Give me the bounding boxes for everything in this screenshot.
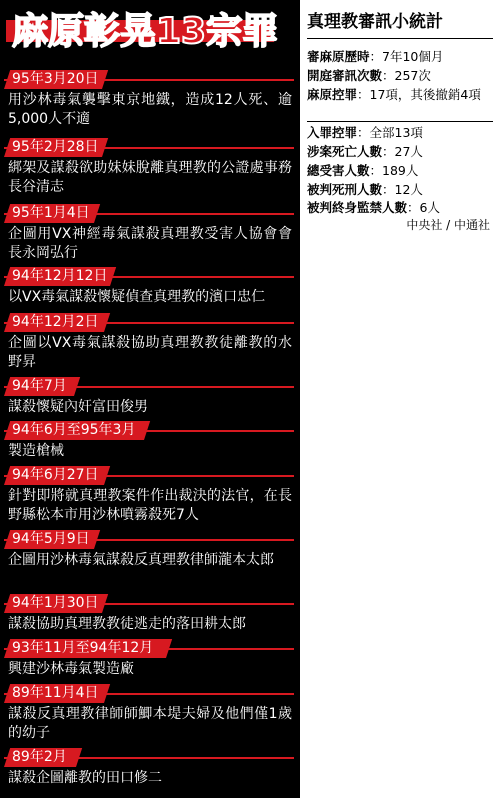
stat-label: 審麻原歷時: [307, 49, 370, 64]
entry-date: 95年2月28日: [12, 139, 99, 155]
entry-date: 94年6月至95年3月: [12, 422, 136, 438]
date-bar: [4, 748, 294, 767]
entry-description: 興建沙林毒氣製造廠: [8, 661, 134, 677]
stat-value: ：27人: [382, 144, 423, 159]
entry-date: 95年1月4日: [12, 205, 90, 221]
entry-date: 89年11月4日: [12, 685, 99, 701]
date-bar: [4, 138, 294, 157]
date-bar: [4, 204, 294, 223]
date-bar: [4, 594, 294, 613]
date-bar: [4, 70, 294, 89]
source-credit: 中央社 / 中通社: [406, 218, 490, 232]
stat-row: [307, 198, 493, 217]
stat-row: [307, 66, 493, 85]
date-bar: [4, 684, 294, 703]
entry-date: 94年12月2日: [12, 314, 99, 330]
stat-value: ：17項，其後撤銷4項: [357, 87, 481, 102]
entry-description: 製造槍械: [8, 443, 64, 459]
entry-date: 94年1月30日: [12, 595, 99, 611]
date-bar: [4, 377, 294, 396]
entry-date: 93年11月至94年12月: [12, 640, 154, 656]
entry-date: 94年7月: [12, 378, 67, 394]
stat-value: ：6人: [407, 200, 440, 215]
stat-value: ：12人: [382, 182, 423, 197]
entry-description: 謀殺協助真理教教徒逃走的落田耕太郎: [8, 616, 246, 632]
stats-panel: [305, 0, 500, 798]
stat-value: ：257次: [382, 68, 431, 83]
stat-row: [307, 161, 493, 180]
entry-description: 謀殺懷疑內奸富田俊男: [8, 399, 148, 415]
stat-row: [307, 123, 493, 142]
stat-row: [307, 180, 493, 199]
entry-date: 94年6月27日: [12, 467, 99, 483]
stat-label: 被判死刑人數: [307, 182, 383, 197]
entry-date: 94年5月9日: [12, 531, 90, 547]
stat-label: 開庭審訊次數: [307, 68, 383, 83]
divider: [307, 38, 493, 39]
date-bar: [4, 466, 294, 485]
entry-description: 用沙林毒氣襲擊東京地鐵，造成12人死、逾5,000人不適: [8, 92, 292, 127]
entry-description: 綁架及謀殺欲助妹妹脫離真理教的公證處事務長谷清志: [8, 160, 292, 195]
date-bar: [4, 267, 294, 286]
stat-value: ：189人: [369, 163, 419, 178]
date-bar: [4, 639, 294, 658]
entry-description: 企圖用沙林毒氣謀殺反真理教律師瀧本太郎: [8, 552, 274, 568]
headline-banner: [6, 8, 279, 56]
entry-description: 企圖用VX神經毒氣謀殺真理教受害人協會會長永岡弘行: [8, 226, 292, 261]
stat-label: 涉案死亡人數: [307, 144, 383, 159]
stat-label: 麻原控罪: [307, 87, 358, 102]
stat-label: 總受害人數: [307, 163, 370, 178]
divider: [307, 121, 493, 122]
stat-row: [307, 142, 493, 161]
entry-description: 謀殺反真理教律師師鯽本堤夫婦及他們僅1歲的幼子: [8, 706, 292, 741]
entry-description: 針對即將就真理教案件作出裁決的法官，在長野縣松本市用沙林噴霧殺死7人: [8, 488, 292, 523]
date-bar: [4, 530, 294, 549]
stat-value: ：全部13項: [357, 125, 423, 140]
date-bar: [4, 313, 294, 332]
entry-description: 以VX毒氣謀殺懷疑偵查真理教的濱口忠仁: [8, 289, 266, 305]
stats-title: 真理教審訊小統計: [307, 12, 443, 32]
stat-row: [307, 47, 493, 66]
stat-label: 入罪控罪: [307, 125, 358, 140]
date-bar: [4, 421, 294, 440]
stat-row: [307, 85, 493, 104]
entry-date: 89年2月: [12, 749, 67, 765]
headline-title: 麻原彰晃13宗罪: [12, 11, 279, 52]
entry-date: 94年12月12日: [12, 268, 108, 284]
stat-label: 被判終身監禁人數: [307, 200, 408, 215]
entry-description: 企圖以VX毒氣謀殺協助真理教教徒離教的水野昇: [8, 335, 292, 370]
stat-value: ：7年10個月: [369, 49, 444, 64]
entry-description: 謀殺企圖離教的田口修二: [8, 770, 162, 786]
entry-date: 95年3月20日: [12, 71, 99, 87]
